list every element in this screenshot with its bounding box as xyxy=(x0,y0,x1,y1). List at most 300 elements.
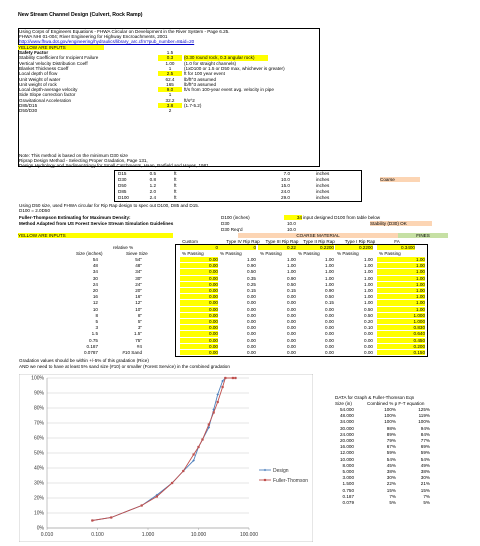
fuller-thomson-point xyxy=(234,377,236,379)
row-type4: 0.00 xyxy=(247,306,256,312)
row-sieve: 1.5" xyxy=(133,331,142,337)
row-fa: 0.640 xyxy=(377,331,425,336)
param-value: 62.4 xyxy=(165,76,175,82)
graph-row-combined: 59% xyxy=(386,450,396,456)
row-type3: 0.00 xyxy=(287,300,296,306)
fuller-d100-input[interactable]: 34 xyxy=(284,215,302,220)
row-type1: 1.00 xyxy=(364,288,373,293)
param-label: Stability Coefficient for Incipient Failure xyxy=(19,55,99,61)
param-unit: lb/ft^3 assumed xyxy=(184,76,217,82)
graph-row-combined: 98% xyxy=(386,425,396,431)
y-tick-label: 100% xyxy=(31,375,44,382)
graph-row-size: 16.000 xyxy=(339,444,354,450)
param-value[interactable]: 2.5 xyxy=(158,71,182,76)
row-type3: 0.00 xyxy=(287,294,296,300)
graph-row-size: 20.000 xyxy=(339,438,354,443)
graph-row-size: 3.000 xyxy=(342,475,354,481)
row-sieve: 8" xyxy=(137,312,142,318)
row-custom[interactable]: 0.00 xyxy=(180,307,218,312)
graph-row-size: 12.000 xyxy=(339,450,354,456)
graph-row-ft: 69% xyxy=(420,444,430,450)
param-label: Side Slope correction factor xyxy=(19,92,76,98)
fuller-label: Fuller-Thompson Estimating for Maximum Density: xyxy=(19,215,131,220)
legend-label: Design xyxy=(273,467,289,474)
fuller-thomson-point xyxy=(91,519,93,521)
graph-row-combined: 67% xyxy=(386,444,396,450)
gradation-grid xyxy=(175,244,428,357)
d-size-ft: 0.5 xyxy=(149,171,156,176)
row-custom[interactable]: 0.00 xyxy=(180,325,218,330)
graph-row-combined: 5% xyxy=(389,500,396,505)
graph-row-ft: 5% xyxy=(423,500,430,505)
row-type4: 0.00 xyxy=(247,312,256,318)
row-size: 5 xyxy=(95,319,98,324)
row-size: 8 xyxy=(95,312,98,318)
row-fa: 1.000 xyxy=(377,319,425,324)
row-type2: 0.15 xyxy=(325,300,334,306)
d-size-in: 15.0 xyxy=(281,183,290,188)
column-header: Type IV Rip Rap xyxy=(226,239,260,244)
graph-row-size: 8.000 xyxy=(342,462,354,468)
d-size-in: 7.0 xyxy=(283,171,290,176)
d30-label: D30 xyxy=(221,221,230,226)
fines-header: FINES xyxy=(398,233,448,238)
graph-row-ft: 7% xyxy=(423,493,430,499)
row-custom[interactable]: 0.00 xyxy=(180,269,218,274)
param-unit: (0.30 round rock, 0.3 angular rock) xyxy=(184,55,268,60)
row-type4: 0.00 xyxy=(247,331,256,337)
row-type1: 0.00 xyxy=(364,343,373,349)
row-type1: 1.00 xyxy=(364,275,373,281)
row-size: 20 xyxy=(92,288,98,293)
row-type1: 0.00 xyxy=(364,331,373,337)
param-label: Unit weight of rock xyxy=(19,81,57,87)
fuller-thomson-point xyxy=(193,453,195,455)
pct-passing-header: % Passing xyxy=(182,251,204,256)
row-type3: 1.00 xyxy=(287,257,296,262)
row-fa: 1.00 xyxy=(377,263,425,268)
row-type2: 1.00 xyxy=(325,263,334,269)
row-type4: 0.35 xyxy=(247,275,256,281)
param-unit: ft/s from 100-year event avg. velocity in pipe xyxy=(184,87,274,93)
param-label: Local depth-average velocity xyxy=(19,87,78,93)
d100-equation: D100 = 2.0D50 xyxy=(19,208,51,213)
row-type4: 0.00 xyxy=(247,343,256,349)
graph-row-ft: 54% xyxy=(420,456,430,462)
note-text: Note: This method is based on the minimum D30 size xyxy=(19,153,128,158)
graph-row-size: 1.500 xyxy=(342,481,354,487)
fuller-thomson-point xyxy=(224,377,226,379)
y-tick-label: 0% xyxy=(36,525,44,532)
x-tick-label: 10.000 xyxy=(190,532,207,538)
graph-row-combined: 22% xyxy=(386,481,396,487)
row-custom[interactable]: 0.00 xyxy=(180,344,218,349)
row-type4: 0.90 xyxy=(247,263,256,269)
graph-row-combined: 89% xyxy=(386,431,396,437)
graph-data-h1: Size (in) xyxy=(335,401,352,406)
row-size: 0.75 xyxy=(89,337,98,343)
fuller-thomson-point xyxy=(213,411,215,413)
row-size: 12 xyxy=(92,300,98,306)
row-size: 30 xyxy=(92,275,98,281)
graph-row-ft: 125% xyxy=(418,407,430,412)
d30req-value: 10.0 xyxy=(287,227,296,232)
row-type4: 0.00 xyxy=(247,337,256,343)
relative-pct-cell: 0.2200 xyxy=(296,245,334,250)
graph-row-ft: 94% xyxy=(420,425,430,431)
row-fa: 1.00 xyxy=(377,300,425,305)
column-header: Type I Rip Rap xyxy=(344,239,376,244)
param-unit: (1.7-5.2) xyxy=(184,103,202,108)
row-custom[interactable]: 0.00 xyxy=(180,282,218,287)
legend-marker xyxy=(264,479,266,481)
d-size-ft-unit: ft xyxy=(174,177,177,182)
graph-row-ft: 38% xyxy=(420,469,430,474)
param-label: Blanket Thickness Coeff xyxy=(19,65,69,71)
row-type1: 1.00 xyxy=(364,263,373,269)
row-type4: 0.00 xyxy=(247,300,256,306)
using-d50-text: Using D50 size, used FHWA circular for Rip Rap design to spec out D100, D85 and D15. xyxy=(19,203,200,208)
fuller-d100-note: input designed D100 from table below xyxy=(303,215,381,220)
row-custom[interactable]: 0.00 xyxy=(180,288,218,293)
row-type2: 1.00 xyxy=(325,257,334,262)
row-fa: 1.00 xyxy=(377,288,425,293)
fuller-thomson-point xyxy=(232,377,234,379)
fuller-thomson-point xyxy=(156,495,158,497)
relative-pct-cell: 0.3400 xyxy=(377,245,415,250)
fuller-thomson-point xyxy=(197,446,199,448)
y-tick-label: 20% xyxy=(33,495,44,502)
d-size-ft: 1.2 xyxy=(149,183,156,188)
row-type4: 1.00 xyxy=(247,257,256,262)
graph-row-ft: 119% xyxy=(418,413,430,419)
x-tick-label: 100.000 xyxy=(239,532,259,538)
graph-row-size: 24.000 xyxy=(339,431,354,437)
row-size: 34 xyxy=(92,269,98,275)
graph-row-size: 10.000 xyxy=(339,456,354,462)
graph-data-h2: Combined % p F-T equation xyxy=(367,401,425,406)
sieve-size-header: Sieve Size xyxy=(126,251,148,256)
row-sieve: 24" xyxy=(135,281,142,287)
param-unit: ft/s^2 xyxy=(184,97,195,103)
y-tick-label: 40% xyxy=(33,465,44,472)
x-tick-label: 0.010 xyxy=(40,532,54,538)
row-type4: 0.00 xyxy=(247,350,256,355)
column-header: FA xyxy=(394,239,400,244)
param-value: 2 xyxy=(168,108,172,114)
relative-pct-label: relative % xyxy=(113,245,134,250)
graph-row-combined: 79% xyxy=(386,438,396,443)
row-custom[interactable]: 0.00 xyxy=(180,300,218,305)
fuller-thomson-point xyxy=(201,438,203,440)
y-tick-label: 80% xyxy=(33,405,44,412)
graph-row-ft: 77% xyxy=(420,438,430,443)
param-label: Unit Weight of water xyxy=(19,76,61,82)
param-unit: lb/ft^3 assumed xyxy=(184,81,217,87)
d-size-ft: 2.4 xyxy=(149,195,156,200)
param-value: 1.00 xyxy=(165,60,175,66)
row-sieve: 16" xyxy=(135,294,142,300)
graph-row-combined: 54% xyxy=(386,456,396,462)
graph-row-ft: 84% xyxy=(420,431,430,437)
row-size: 24 xyxy=(92,281,98,287)
graph-row-combined: 45% xyxy=(386,462,396,468)
d-size-name: D85 xyxy=(118,189,127,194)
param-unit: ft for 100 year event xyxy=(184,71,225,77)
d-size-in: 29.0 xyxy=(281,195,290,200)
graph-row-ft: 15% xyxy=(420,487,430,493)
param-value: 1 xyxy=(168,92,172,98)
gradation-chart xyxy=(19,374,313,542)
row-type2: 0.50 xyxy=(325,294,334,300)
fuller-d100-label: D100 (inches) xyxy=(221,215,250,220)
d-size-name: D50 xyxy=(118,183,127,188)
fuller-thomson-point xyxy=(141,504,143,506)
d-size-ft-unit: ft xyxy=(174,183,177,188)
row-sieve: #4 xyxy=(136,343,142,349)
row-sieve: 12" xyxy=(135,300,142,306)
intro-line-1: Using Corps of Engineers Equations - FHWA Circular on Development in the River System - Page 6.25. xyxy=(19,29,230,34)
d-size-ft-unit: ft xyxy=(174,171,177,176)
row-type2: 0.00 xyxy=(325,331,334,337)
row-custom[interactable]: 0.00 xyxy=(180,350,218,355)
param-value[interactable]: 0.3 xyxy=(158,55,182,60)
row-custom[interactable]: 0.00 xyxy=(180,331,218,336)
row-sieve: 54" xyxy=(135,257,142,262)
row-sieve: #10 Sand xyxy=(122,350,142,355)
row-fa: 1.00 xyxy=(377,257,425,262)
param-value[interactable]: 9.0 xyxy=(158,87,182,92)
row-sieve: 20" xyxy=(135,288,142,293)
row-type3: 0.00 xyxy=(287,343,296,349)
graph-row-size: 0.187 xyxy=(342,493,354,499)
d-size-in-unit: inches xyxy=(316,183,330,188)
row-type1: 1.00 xyxy=(364,257,373,262)
row-sieve: 30" xyxy=(135,275,142,281)
row-type3: 0.00 xyxy=(287,319,296,324)
row-size: 16 xyxy=(92,294,98,300)
d-size-name: D30 xyxy=(118,177,127,182)
y-tick-label: 50% xyxy=(33,450,44,457)
row-custom[interactable]: 0.00 xyxy=(180,276,218,281)
row-fa: 1.00 xyxy=(377,282,425,287)
row-type4: 0.00 xyxy=(247,294,256,300)
graph-row-ft: 100% xyxy=(418,419,430,425)
row-type3: 0.00 xyxy=(287,350,296,355)
row-type3: 0.90 xyxy=(287,275,296,281)
row-type4: 0.25 xyxy=(247,281,256,287)
pct-passing-header: % Passing xyxy=(298,251,320,256)
fuller-thomson-point xyxy=(217,401,219,403)
graph-row-combined: 100% xyxy=(384,413,396,419)
coarse-material-header: COARSE MATERIAL xyxy=(238,233,398,238)
relative-pct-cell: 0.22 xyxy=(258,245,296,250)
relative-pct-cell[interactable]: 0 xyxy=(180,245,218,250)
column-header: Type III Rip Rap xyxy=(265,239,299,244)
row-type3: 1.00 xyxy=(287,269,296,275)
d-size-in-unit: inches xyxy=(316,177,330,182)
row-sieve: 5" xyxy=(137,319,142,324)
gradation-note-2: AND we need to have at least 5% sand size (#10) or smaller (Forest Service) in the combined gradation xyxy=(19,364,230,369)
row-type4: 0.15 xyxy=(247,288,256,293)
riprap-line-2: Design Hydrology and Sedimentology for Small Catchments, Haan, Barfield and Hayes, 1981. xyxy=(19,163,210,168)
inputs-header-2: YELLOW ARE INPUTS xyxy=(18,233,173,238)
row-size: 10 xyxy=(92,306,98,312)
d-size-in-unit: inches xyxy=(316,171,330,176)
graph-row-ft: 30% xyxy=(420,475,430,481)
column-header: Type II Rip Rap xyxy=(303,239,335,244)
y-tick-label: 10% xyxy=(33,510,44,517)
riprap-line-1: Riprap Design Method - Selecting Proper Gradation, Page 131, xyxy=(19,158,148,163)
d-size-in-unit: inches xyxy=(316,195,330,200)
param-label: Gravitational Acceleration xyxy=(19,97,72,103)
row-type2: 1.00 xyxy=(325,269,334,275)
method-label: Method Adapted from US Forest Service Stream Simulation Guidelines xyxy=(19,221,174,226)
row-type1: 0.20 xyxy=(364,319,373,324)
row-fa: 0.450 xyxy=(377,338,425,343)
row-type2: 0.00 xyxy=(325,319,334,324)
fuller-thomson-point xyxy=(221,386,223,388)
fuller-thomson-point xyxy=(110,516,112,518)
pct-passing-header: % Passing xyxy=(379,251,401,256)
stability-status: Stability (D30) OK xyxy=(370,221,432,226)
graph-row-combined: 30% xyxy=(386,475,396,481)
param-unit: (1xD100 or 1.5 or D50 max, whichever is greater) xyxy=(184,65,285,71)
row-type2: 0.00 xyxy=(325,306,334,312)
row-type4: 0.50 xyxy=(247,269,256,275)
y-tick-label: 70% xyxy=(33,420,44,427)
graph-row-size: 30.000 xyxy=(339,425,354,431)
intro-line-2: FHWA NHI 01-004; River Engineering for Highway Encroachments, 2001 xyxy=(19,34,168,39)
gradation-note-1: Gradation values should be within +/-5% of this gradation (Rice) xyxy=(19,358,149,363)
row-type2: 0.00 xyxy=(325,343,334,349)
row-size: 1.5 xyxy=(91,331,98,337)
row-fa: 1.00 xyxy=(377,269,425,274)
row-type2: 1.00 xyxy=(325,281,334,287)
graph-row-ft: 21% xyxy=(420,481,430,487)
row-type2: 0.90 xyxy=(325,288,334,293)
row-type3: 0.00 xyxy=(287,312,296,318)
relative-pct-cell: 0.2200 xyxy=(335,245,373,250)
size-inches-header: Size (inches) xyxy=(76,251,103,256)
row-custom[interactable]: 0.00 xyxy=(180,338,218,343)
d-size-ft: 0.8 xyxy=(149,177,156,182)
row-sieve: 10" xyxy=(135,306,142,312)
graph-row-size: 48.000 xyxy=(339,413,354,419)
row-type1: 1.00 xyxy=(364,294,373,300)
y-tick-label: 60% xyxy=(33,435,44,442)
param-label: Safety Factor xyxy=(19,50,49,55)
graph-row-size: 0.750 xyxy=(342,487,354,493)
pct-passing-header: % Passing xyxy=(220,251,242,256)
page-title: New Stream Channel Design (Culvert, Rock Ramp) xyxy=(18,12,143,18)
row-fa: 1.00 xyxy=(377,307,425,312)
row-type1: 0.00 xyxy=(364,337,373,343)
row-type1: 1.00 xyxy=(364,281,373,287)
row-custom[interactable]: 0.00 xyxy=(180,319,218,324)
row-type2: 0.00 xyxy=(325,337,334,343)
graph-row-combined: 38% xyxy=(386,469,396,474)
d-size-ft-unit: ft xyxy=(174,195,177,200)
param-label: Local depth of flow xyxy=(19,71,58,77)
d-size-name: D100 xyxy=(118,195,129,200)
param-label: D85/D15 xyxy=(19,103,38,108)
d-size-in-unit: inches xyxy=(316,189,330,194)
row-type1: 0.50 xyxy=(364,306,373,312)
y-tick-label: 90% xyxy=(33,390,44,397)
row-size: 3 xyxy=(95,325,98,331)
graph-row-combined: 15% xyxy=(386,487,396,493)
fhwa-link[interactable]: http://www.fhwa.dot.gov/engineering/hydraulics/library_arc.cfm?pub_number=8&id=20 xyxy=(19,39,195,44)
d30req-label: D30 Req'd xyxy=(221,227,243,232)
row-fa: 1.00 xyxy=(377,294,425,299)
d-size-ft: 2.0 xyxy=(149,189,156,194)
relative-pct-cell[interactable]: 0 xyxy=(218,245,256,250)
d-size-in: 24.0 xyxy=(281,189,290,194)
y-tick-label: 30% xyxy=(33,480,44,487)
x-tick-label: 1.000 xyxy=(141,532,155,538)
pct-passing-header: % Passing xyxy=(260,251,282,256)
graph-row-ft: 49% xyxy=(420,462,430,468)
row-custom[interactable]: 0.00 xyxy=(180,294,218,299)
row-size: 54 xyxy=(92,257,98,262)
row-custom[interactable]: 0.00 xyxy=(180,263,218,268)
graph-row-size: 54.000 xyxy=(339,407,354,412)
param-label: D50/D30 xyxy=(19,108,38,114)
d-size-ft-unit: ft xyxy=(174,189,177,194)
legend-label: Fuller-Thomson xyxy=(273,477,309,484)
graph-data-title: DATA for Graph & Fuller-Thomson Eqn xyxy=(335,395,415,400)
inputs-header: YELLOW ARE INPUTS xyxy=(18,45,104,50)
param-value: 165 xyxy=(166,81,174,87)
d30-value: 10.0 xyxy=(287,221,296,226)
param-label: Vertical Velocity Distribution Coeff xyxy=(19,60,88,66)
fuller-thomson-point xyxy=(182,470,184,472)
x-tick-label: 0.100 xyxy=(91,532,104,538)
row-sieve: 34" xyxy=(135,269,142,275)
row-type4: 0.00 xyxy=(247,325,256,331)
d-size-grid xyxy=(114,170,362,202)
d-size-name: D15 xyxy=(118,171,127,176)
graph-row-size: 0.079 xyxy=(342,500,354,505)
row-type3: 0.50 xyxy=(287,281,296,287)
coarse-label: Coarse xyxy=(380,177,420,182)
fuller-thomson-point xyxy=(208,423,210,425)
graph-row-size: 34.000 xyxy=(339,419,354,425)
row-fa: 0.830 xyxy=(377,325,425,330)
column-header: Custom xyxy=(182,239,198,244)
graph-row-combined: 7% xyxy=(389,493,396,499)
row-sieve: 48" xyxy=(135,263,142,269)
row-custom[interactable]: 0.00 xyxy=(180,313,218,318)
row-size: 0.0787 xyxy=(83,350,98,355)
row-type1: 0.50 xyxy=(364,312,373,318)
row-custom[interactable]: 0.00 xyxy=(180,257,218,262)
row-type1: 0.00 xyxy=(364,350,373,355)
param-value[interactable]: 3.8 xyxy=(158,103,182,108)
row-fa: 0.150 xyxy=(377,350,425,355)
row-type2: 0.00 xyxy=(325,350,334,355)
row-type1: 0.10 xyxy=(364,325,373,331)
pct-passing-header: % Passing xyxy=(337,251,359,256)
row-type1: 1.00 xyxy=(364,300,373,306)
row-size: 0.187 xyxy=(86,343,98,349)
row-sieve: 75" xyxy=(135,337,142,343)
row-type3: 0.00 xyxy=(287,331,296,337)
row-type3: 0.00 xyxy=(287,337,296,343)
row-type3: 0.00 xyxy=(287,306,296,312)
fuller-thomson-point xyxy=(171,482,173,484)
